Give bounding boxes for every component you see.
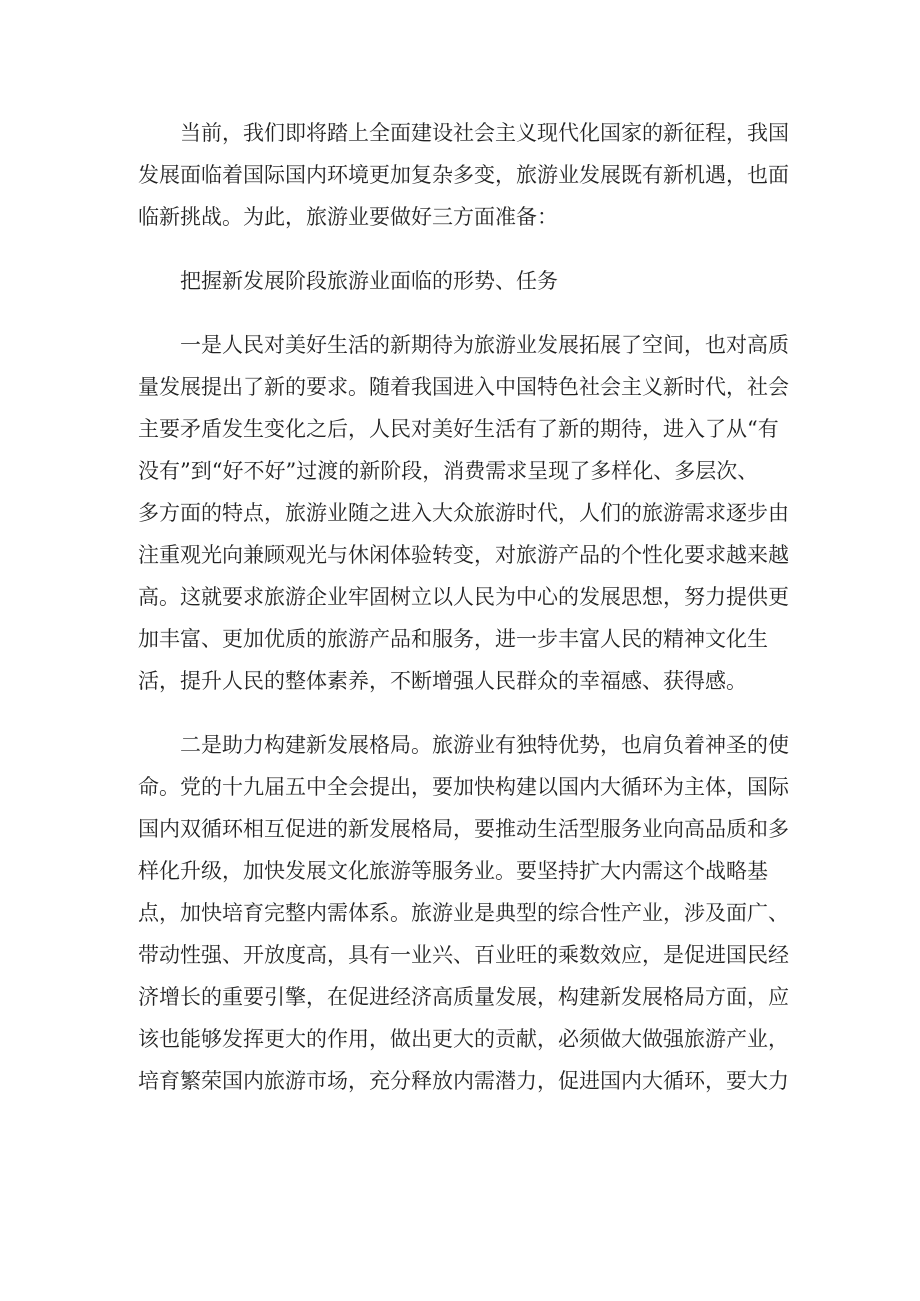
text-line: 济增长的重要引擎，在促进经济高质量发展，构建新发展格局方面，应 bbox=[138, 985, 789, 1009]
text-line: 多方面的特点，旅游业随之进入大众旅游时代，人们的旅游需求逐步由 bbox=[138, 501, 789, 525]
text-line: 发展面临着国际国内环境更加复杂多变，旅游业发展既有新机遇，也面 bbox=[138, 163, 789, 187]
text-line: 加丰富、更加优质的旅游产品和服务，进一步丰富人民的精神文化生 bbox=[138, 627, 768, 651]
text-line: 没有”到“好不好”过渡的新阶段，消费需求呈现了多样化、多层次、 bbox=[138, 459, 759, 483]
paragraph-gap bbox=[138, 702, 788, 724]
text-line: 注重观光向兼顾观光与休闲体验转变，对旅游产品的个性化要求越来越 bbox=[138, 543, 789, 567]
text-line: 把握新发展阶段旅游业面临的形势、任务 bbox=[180, 269, 558, 293]
text-line: 活，提升人民的整体素养，不断增强人民群众的幸福感、获得感。 bbox=[138, 669, 747, 693]
text-line: 点，加快培育完整内需体系。旅游业是典型的综合性产业，涉及面广、 bbox=[138, 901, 789, 925]
text-line: 国内双循环相互促进的新发展格局，要推动生活型服务业向高品质和多 bbox=[138, 817, 789, 841]
paragraph-gap bbox=[138, 302, 788, 324]
text-line: 高。这就要求旅游企业牢固树立以人民为中心的发展思想，努力提供更 bbox=[138, 585, 789, 609]
text-line: 带动性强、开放度高，具有一业兴、百业旺的乘数效应，是促进国民经 bbox=[138, 943, 789, 967]
text-line: 二是助力构建新发展格局。旅游业有独特优势，也肩负着神圣的使 bbox=[180, 733, 789, 757]
text-line: 当前，我们即将踏上全面建设社会主义现代化国家的新征程，我国 bbox=[180, 121, 789, 145]
text-line: 命。党的十九届五中全会提出，要加快构建以国内大循环为主体，国际 bbox=[138, 775, 789, 799]
text-line: 该也能够发挥更大的作用，做出更大的贡献，必须做大做强旅游产业， bbox=[138, 1027, 789, 1051]
text-line: 临新挑战。为此，旅游业要做好三方面准备： bbox=[138, 205, 558, 229]
text-line: 样化升级，加快发展文化旅游等服务业。要坚持扩大内需这个战略基 bbox=[138, 859, 768, 883]
text-line: 主要矛盾发生变化之后，人民对美好生活有了新的期待，进入了从“有 bbox=[138, 417, 779, 441]
paragraph-point-one bbox=[138, 324, 788, 702]
section-heading bbox=[138, 260, 788, 302]
document-body bbox=[138, 112, 788, 1102]
text-line: 一是人民对美好生活的新期待为旅游业发展拓展了空间，也对高质 bbox=[180, 333, 789, 357]
paragraph-gap bbox=[138, 238, 788, 260]
text-line: 培育繁荣国内旅游市场，充分释放内需潜力，促进国内大循环，要大力 bbox=[138, 1069, 789, 1093]
paragraph-point-two bbox=[138, 724, 788, 1102]
text-line: 量发展提出了新的要求。随着我国进入中国特色社会主义新时代，社会 bbox=[138, 375, 789, 399]
paragraph-intro bbox=[138, 112, 788, 238]
